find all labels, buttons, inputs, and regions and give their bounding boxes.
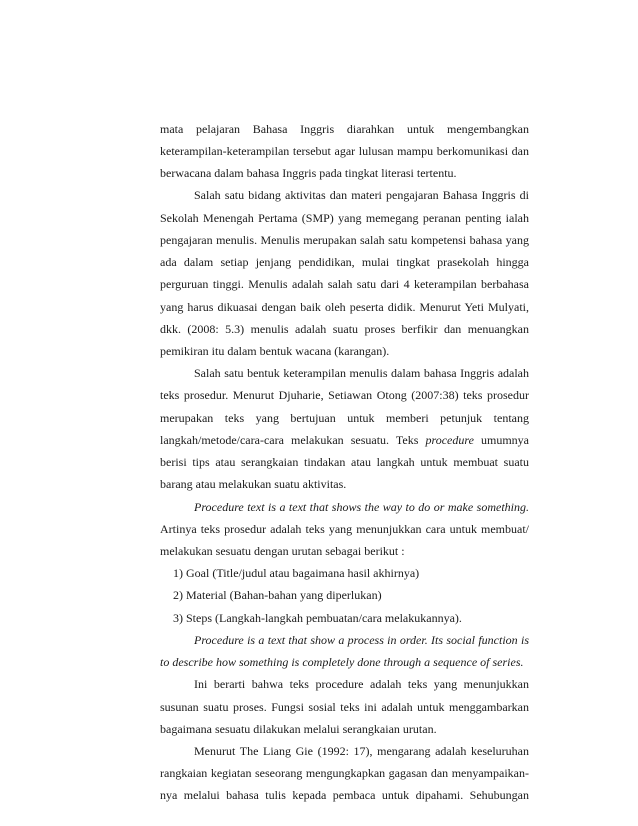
- text-line: merupakan teks yang bertujuan untuk memberi petunjuk tentang: [160, 411, 529, 425]
- text-line: langkah/metode/cara-cara melakukan sesuatu. Teks procedure umumnya: [160, 433, 529, 447]
- text-line: mata pelajaran Bahasa Inggris diarahkan untuk mengembangkan: [160, 122, 529, 136]
- text-line: pemikiran itu dalam bentuk wacana (karangan).: [160, 344, 390, 358]
- text-line: berwacana dalam bahasa Inggris pada tingkat literasi tertentu.: [160, 166, 457, 180]
- list-item: 1) Goal (Title/judul atau bagaimana hasil akhirnya): [173, 566, 420, 580]
- text-line: keterampilan-keterampilan tersebut agar lulusan mampu berkomunikasi dan: [160, 144, 529, 158]
- text-line: nya melalui bahasa tulis kepada pembaca untuk dipahami. Sehubungan: [160, 788, 529, 802]
- text-line: Procedure text is a text that shows the way to do or make something.: [194, 500, 529, 514]
- text-line: bagaimana sesuatu dilakukan melalui serangkaian urutan.: [160, 722, 437, 736]
- text-line: Procedure is a text that show a process in order. Its social function is: [194, 633, 529, 647]
- list-item: 2) Material (Bahan-bahan yang diperlukan): [173, 588, 382, 602]
- text-line: perguruan tinggi. Menulis adalah salah satu dari 4 keterampilan berbahasa: [160, 277, 529, 291]
- text-line: susunan suatu proses. Fungsi sosial teks ini adalah untuk menggambarkan: [160, 700, 529, 714]
- text-line: yang harus dikuasai dengan baik oleh peserta didik. Menurut Yeti Mulyati,: [160, 300, 529, 314]
- text-line: pengajaran menulis. Menulis merupakan salah satu kompetensi bahasa yang: [160, 233, 529, 247]
- text-line: teks prosedur. Menurut Djuharie, Setiawan Otong (2007:38) teks prosedur: [160, 388, 529, 402]
- text-line: barang atau melakukan suatu aktivitas.: [160, 477, 347, 491]
- text-line: Menurut The Liang Gie (1992: 17), mengarang adalah keseluruhan: [194, 744, 529, 758]
- text-line: berisi tips atau serangkaian tindakan atau langkah untuk membuat suatu: [160, 455, 529, 469]
- text-line: Artinya teks prosedur adalah teks yang menunjukkan cara untuk membuat/: [160, 522, 529, 536]
- text-line: dkk. (2008: 5.3) menulis adalah suatu proses berfikir dan menuangkan: [160, 322, 529, 336]
- text-line: to describe how something is completely done through a sequence of series.: [160, 655, 524, 669]
- text-line: Ini berarti bahwa teks procedure adalah teks yang menunjukkan: [194, 677, 529, 691]
- text-line: melakukan sesuatu dengan urutan sebagai berikut :: [160, 544, 405, 558]
- text-line: Salah satu bentuk keterampilan menulis dalam bahasa Inggris adalah: [194, 366, 529, 380]
- list-item: 3) Steps (Langkah-langkah pembuatan/cara melakukannya).: [173, 611, 462, 625]
- text-line: rangkaian kegiatan seseorang mengungkapkan gagasan dan menyampaikan-: [160, 766, 529, 780]
- text-line: Salah satu bidang aktivitas dan materi pengajaran Bahasa Inggris di: [194, 188, 529, 202]
- text-line: ada dalam setiap jenjang pendidikan, mulai tingkat prasekolah hingga: [160, 255, 529, 269]
- text-line: Sekolah Menengah Pertama (SMP) yang memegang peranan penting ialah: [160, 211, 529, 225]
